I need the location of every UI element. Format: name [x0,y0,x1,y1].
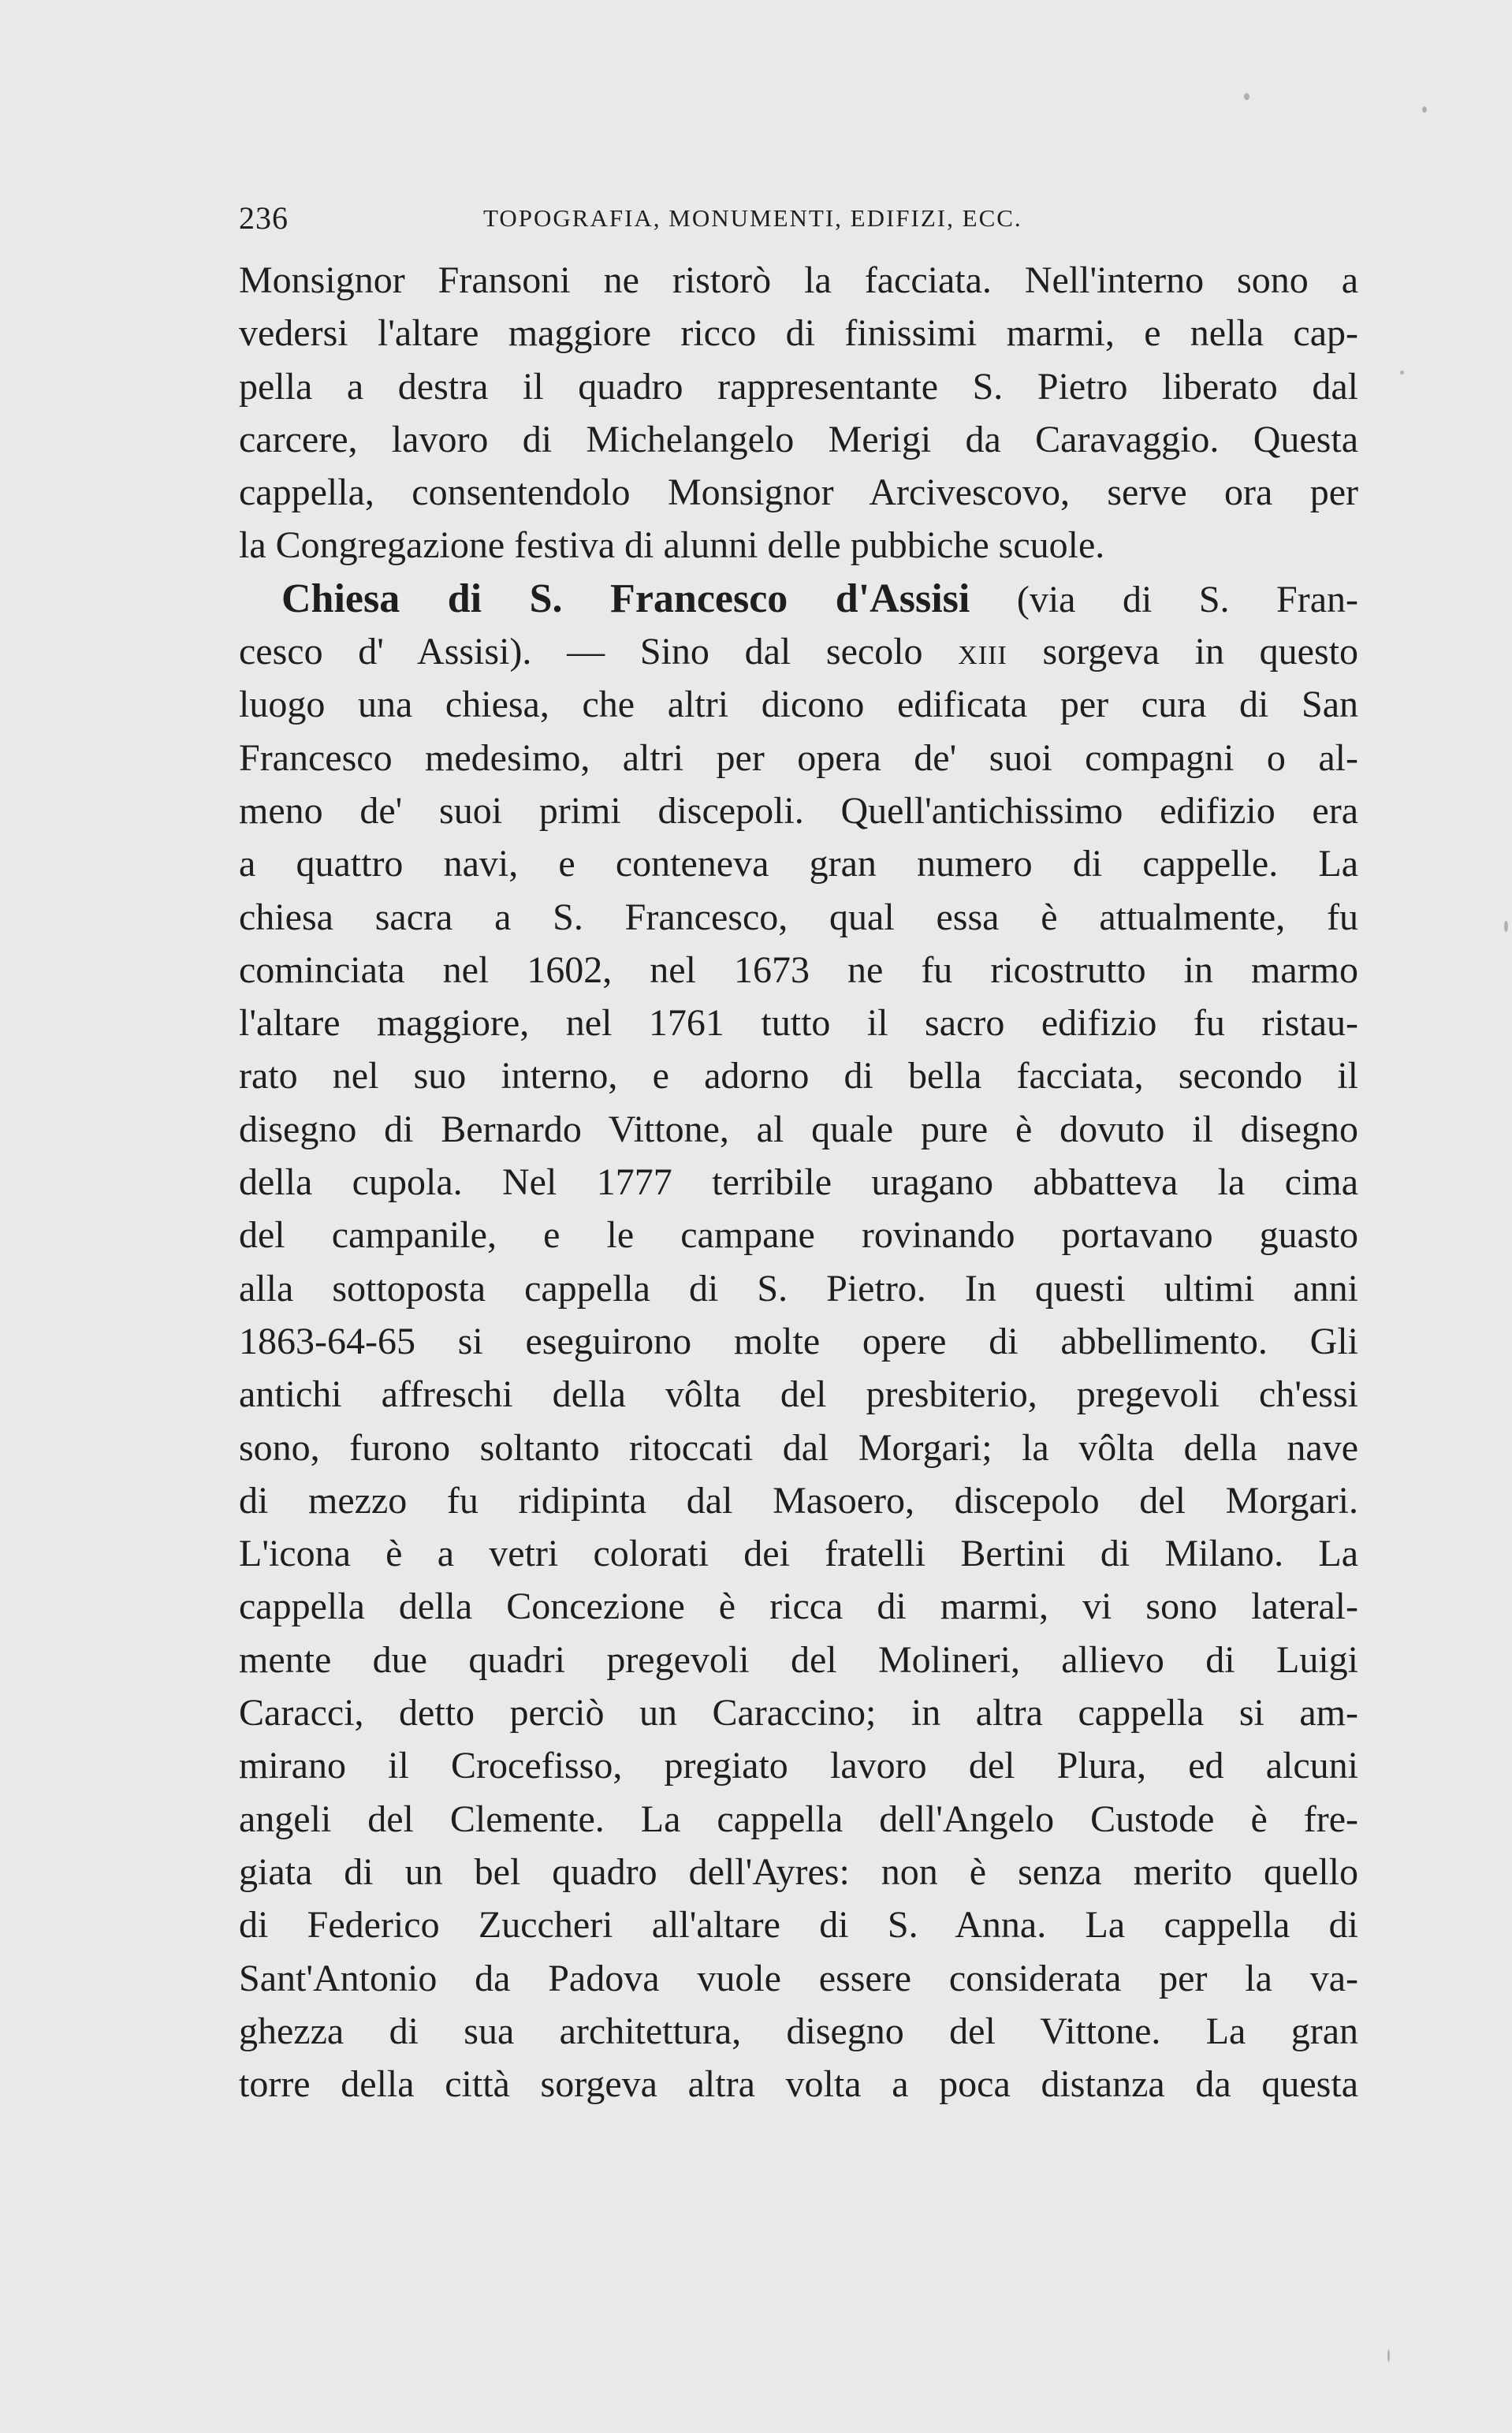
text-line: Monsignor Fransoni ne ristorò la facciata. Nell'interno sono a [239,259,1358,301]
text-line: vedersi l'altare maggiore ricco di finissimi marmi, e nella cap- [239,312,1358,355]
paper-speck [1504,921,1508,932]
text-line: sono, furono soltanto ritoccati dal Morgari; la vôlta della nave [239,1426,1358,1469]
text-line: disegno di Bernardo Vittone, al quale pure è dovuto il disegno [239,1108,1358,1150]
text-line: L'icona è a vetri colorati dei fratelli Bertini di Milano. La [239,1533,1358,1575]
text-line: ghezza di sua architettura, disegno del Vittone. La gran [239,2010,1358,2052]
text-line: cappella, consentendolo Monsignor Arcivescovo, serve ora per [239,471,1358,514]
text-line: luogo una chiesa, che altri dicono edificata per cura di San [239,684,1358,726]
text-segment: sorgeva in questo [1007,631,1359,673]
text-line: 1863-64-65 si eseguirono molte opere di abbellimento. Gli [239,1320,1358,1362]
text-line: cappella della Concezione è ricca di marmi, vi sono lateral- [239,1585,1358,1628]
section-heading-rest: (via di S. Fran- [970,578,1358,620]
text-line: mirano il Crocefisso, pregiato lavoro del Plura, ed alcuni [239,1745,1358,1787]
text-line: chiesa sacra a S. Francesco, qual essa è attualmente, fu [239,896,1358,938]
paper-speck [1422,106,1427,113]
text-line: meno de' suoi primi discepoli. Quell'antichissimo edifizio era [239,789,1358,832]
text-line: torre della città sorgeva altra volta a poca distanza da questa [239,2063,1358,2106]
text-line: Caracci, detto perciò un Caraccino; in altra cappella si am- [239,1692,1358,1734]
paper-speck [1387,2349,1390,2362]
page-header [239,199,1360,238]
text-line: l'altare maggiore, nel 1761 tutto il sacro edifizio fu ristau- [239,1002,1358,1045]
text-line: pella a destra il quadro rappresentante S. Pietro liberato dal [239,365,1358,408]
text-line: antichi affreschi della vôlta del presbiterio, pregevoli ch'essi [239,1373,1358,1416]
roman-numeral: XIII [958,641,1007,671]
text-segment: cesco d' Assisi). — Sino dal secolo [239,631,959,673]
running-head: TOPOGRAFIA, MONUMENTI, EDIFIZI, ECC. [483,204,1022,232]
body-text [239,254,1358,2111]
text-line [239,625,1358,678]
section-heading: Chiesa di S. Francesco d'Assisi [281,576,970,621]
paper-speck [1244,93,1249,100]
text-line: Sant'Antonio da Padova vuole essere considerata per la va- [239,1957,1358,1999]
text-line: di Federico Zuccheri all'altare di S. Anna. La cappella di [239,1904,1358,1947]
text-line: mente due quadri pregevoli del Molineri, allievo di Luigi [239,1638,1358,1681]
section-heading-line [239,572,1358,625]
text-line: Francesco medesimo, altri per opera de' suoi compagni o al- [239,736,1358,779]
text-line: di mezzo fu ridipinta dal Masoero, discepolo del Morgari. [239,1479,1358,1522]
text-line: del campanile, e le campane rovinando portavano guasto [239,1214,1358,1257]
text-line: giata di un bel quadro dell'Ayres: non è senza merito quello [239,1850,1358,1893]
text-line: a quattro navi, e conteneva gran numero di cappelle. La [239,843,1358,885]
text-line: rato nel suo interno, e adorno di bella facciata, secondo il [239,1055,1358,1097]
text-line: cominciata nel 1602, nel 1673 ne fu ricostrutto in marmo [239,948,1358,991]
text-line: angeli del Clemente. La cappella dell'Angelo Custode è fre- [239,1798,1358,1840]
text-line: la Congregazione festiva di alunni delle pubbiche scuole. [239,524,1105,567]
paper-speck [1400,371,1404,374]
text-line: della cupola. Nel 1777 terribile uragano abbatteva la cima [239,1161,1358,1204]
text-line: alla sottoposta cappella di S. Pietro. In questi ultimi anni [239,1267,1358,1310]
page-number: 236 [239,200,289,236]
text-line: carcere, lavoro di Michelangelo Merigi da Caravaggio. Questa [239,418,1358,460]
